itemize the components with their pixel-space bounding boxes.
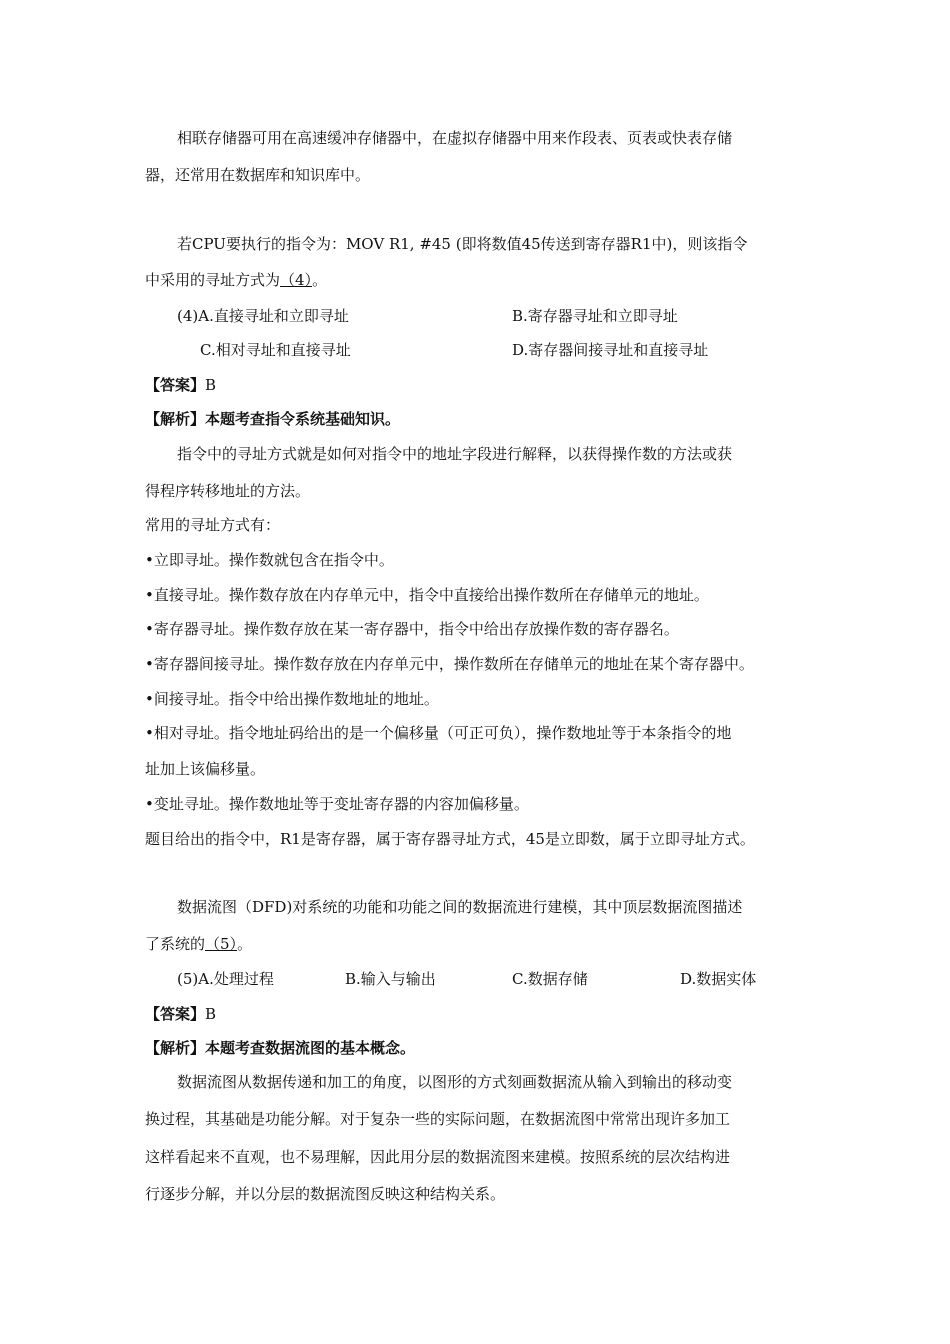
blank-4: （4） xyxy=(280,271,313,289)
analysis-line: 指令中的寻址方式就是如何对指令中的地址字段进行解释，以获得操作数的方法或获 xyxy=(177,445,733,463)
answer-line: 【答案】B xyxy=(145,1005,217,1023)
paragraph-line: 相联存储器可用在高速缓冲存储器中，在虚拟存储器中用来作段表、页表或快表存储 xyxy=(177,129,733,147)
option-c: C.相对寻址和直接寻址 xyxy=(200,341,351,359)
question-4-stem: 若CPU要执行的指令为：MOV R1, #45 (即将数值45传送到寄存器R1中)，则该指令 xyxy=(177,235,748,253)
list-item: •变址寻址。操作数地址等于变址寄存器的内容加偏移量。 xyxy=(145,795,529,813)
option-a: (4)A.直接寻址和立即寻址 xyxy=(177,307,349,325)
analysis-line: 得程序转移地址的方法。 xyxy=(145,482,311,500)
question-5-stem-line2: 了系统的（5）。 xyxy=(145,935,253,953)
list-item-continuation: 址加上该偏移量。 xyxy=(145,760,266,778)
answer-line: 【答案】B xyxy=(145,376,217,394)
analysis-line: 行逐步分解，并以分层的数据流图反映这种结构关系。 xyxy=(145,1185,506,1203)
analysis-conclusion: 题目给出的指令中，R1是寄存器，属于寄存器寻址方式，45是立即数，属于立即寻址方式。 xyxy=(145,830,755,848)
list-item: •间接寻址。指令中给出操作数地址的地址。 xyxy=(145,690,439,708)
analysis-heading: 【解析】本题考查指令系统基础知识。 xyxy=(145,410,401,428)
option-d: D.寄存器间接寻址和直接寻址 xyxy=(512,341,709,359)
analysis-heading: 【解析】本题考查数据流图的基本概念。 xyxy=(145,1039,416,1057)
list-item: •寄存器寻址。操作数存放在某一寄存器中，指令中给出存放操作数的寄存器名。 xyxy=(145,620,679,638)
question-4-stem-line2: 中采用的寻址方式为（4）。 xyxy=(145,271,328,289)
analysis-line: 常用的寻址方式有： xyxy=(145,516,281,534)
list-item: •相对寻址。指令地址码给出的是一个偏移量（可正可负），操作数地址等于本条指令的地 xyxy=(145,724,732,742)
list-item: •寄存器间接寻址。操作数存放在内存单元中，操作数所在存储单元的地址在某个寄存器中。 xyxy=(145,655,754,673)
option-b: B.输入与输出 xyxy=(345,970,436,988)
list-item: •立即寻址。操作数就包含在指令中。 xyxy=(145,551,394,569)
analysis-line: 这样看起来不直观，也不易理解，因此用分层的数据流图来建模。按照系统的层次结构进 xyxy=(145,1148,731,1166)
analysis-line: 换过程，其基础是功能分解。对于复杂一些的实际问题，在数据流图中常常出现许多加工 xyxy=(145,1110,731,1128)
option-c: C.数据存储 xyxy=(512,970,588,988)
question-5-stem: 数据流图（DFD)对系统的功能和功能之间的数据流进行建模，其中顶层数据流图描述 xyxy=(177,898,743,916)
list-item: •直接寻址。操作数存放在内存单元中，指令中直接给出操作数所在存储单元的地址。 xyxy=(145,586,709,604)
analysis-line: 数据流图从数据传递和加工的角度，以图形的方式刻画数据流从输入到输出的移动变 xyxy=(177,1073,733,1091)
option-d: D.数据实体 xyxy=(680,970,757,988)
blank-5: （5） xyxy=(205,935,238,953)
option-a: (5)A.处理过程 xyxy=(177,970,274,988)
paragraph-line: 器，还常用在数据库和知识库中。 xyxy=(145,166,371,184)
option-b: B.寄存器寻址和立即寻址 xyxy=(512,307,678,325)
